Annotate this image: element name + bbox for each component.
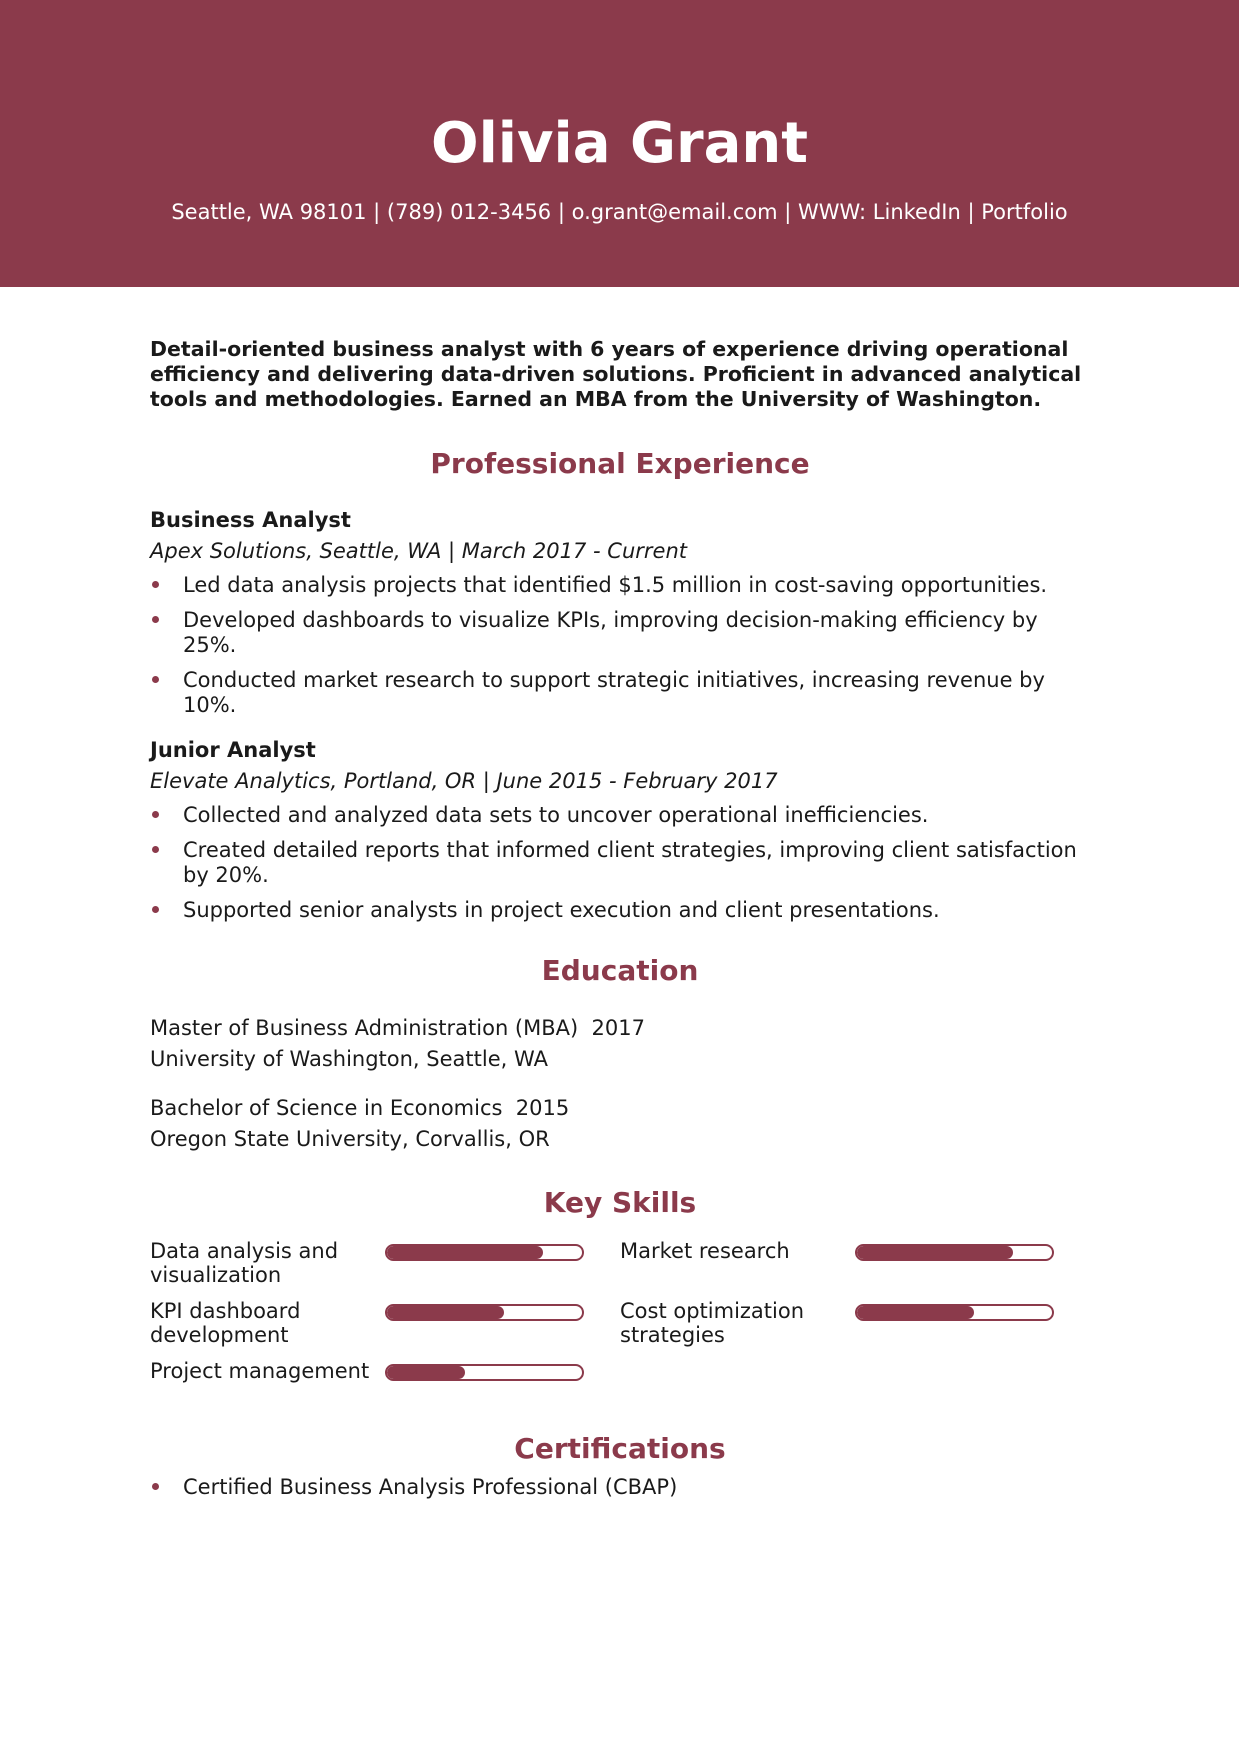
skill-level-bar xyxy=(855,1244,1054,1261)
list-item: Supported senior analysts in project execution and client presentations. xyxy=(150,898,1090,923)
header-banner xyxy=(0,0,1239,287)
degree: Master of Business Administration (MBA) 2017 xyxy=(150,1016,645,1040)
certifications-heading: Certifications xyxy=(514,1432,726,1465)
bullet-dot-icon xyxy=(152,811,159,818)
contact-line: Seattle, WA 98101 | (789) 012-3456 | o.grant@email.com | WWW: LinkedIn | Portfolio xyxy=(171,200,1068,224)
bullet-dot-icon xyxy=(152,676,159,683)
resume-body xyxy=(150,287,1090,1510)
degree: Bachelor of Science in Economics 2015 xyxy=(150,1096,570,1120)
certification-list xyxy=(150,1475,1090,1500)
job-bullets xyxy=(150,803,1090,923)
job-entry xyxy=(150,506,1090,718)
list-item: Led data analysis projects that identified $1.5 million in cost-saving opportunities. xyxy=(150,573,1090,598)
school: University of Washington, Seattle, WA xyxy=(150,1047,548,1071)
bullet-dot-icon xyxy=(152,616,159,623)
skill-name: Cost optimization strategies xyxy=(620,1299,805,1347)
skill-level-fill xyxy=(387,1366,465,1379)
bullet-dot-icon xyxy=(152,581,159,588)
job-entry xyxy=(150,736,1090,923)
skill-level-fill xyxy=(387,1306,504,1319)
skill-item xyxy=(150,1359,620,1383)
skill-level-fill xyxy=(387,1246,543,1259)
job-title: Junior Analyst xyxy=(150,738,316,762)
candidate-name: Olivia Grant xyxy=(431,111,808,176)
skill-level-fill xyxy=(857,1306,974,1319)
skill-level-bar xyxy=(385,1364,584,1381)
skill-name: Data analysis and visualization xyxy=(150,1239,339,1287)
skill-name: Project management xyxy=(150,1359,370,1383)
job-meta: Apex Solutions, Seattle, WA | March 2017 - Current xyxy=(150,539,687,563)
skills-heading: Key Skills xyxy=(543,1186,697,1219)
education-entry xyxy=(150,1093,1090,1155)
skill-level-fill xyxy=(857,1246,1013,1259)
list-item: Developed dashboards to visualize KPIs, improving decision-making efficiency by 25%. xyxy=(150,608,1090,658)
experience-heading: Professional Experience xyxy=(430,447,810,480)
bullet-dot-icon xyxy=(152,846,159,853)
list-item: Certified Business Analysis Professional (CBAP) xyxy=(150,1475,1090,1500)
skill-level-bar xyxy=(385,1244,584,1261)
list-item: Conducted market research to support strategic initiatives, increasing revenue by 10%. xyxy=(150,668,1090,718)
job-bullets xyxy=(150,573,1090,718)
skill-name: KPI dashboard development xyxy=(150,1299,301,1347)
skill-item xyxy=(620,1299,1090,1347)
skill-name: Market research xyxy=(620,1239,790,1263)
skill-item xyxy=(150,1239,620,1287)
skill-item xyxy=(150,1299,620,1347)
list-item: Created detailed reports that informed client strategies, improving client satisfaction by 20%. xyxy=(150,838,1090,888)
summary-text: Detail-oriented business analyst with 6 years of experience driving operational efficiency and delivering data-driven solutions. Proficient in advanced analytical tools and methodologies. Earned an MBA from the University of Washington. xyxy=(150,337,1082,411)
bullet-dot-icon xyxy=(152,1483,159,1490)
job-meta: Elevate Analytics, Portland, OR | June 2015 - February 2017 xyxy=(150,769,778,793)
job-title: Business Analyst xyxy=(150,508,351,532)
skills-grid xyxy=(150,1239,1090,1383)
skill-level-bar xyxy=(855,1304,1054,1321)
skill-level-bar xyxy=(385,1304,584,1321)
education-entry xyxy=(150,1013,1090,1075)
bullet-dot-icon xyxy=(152,906,159,913)
list-item: Collected and analyzed data sets to uncover operational inefficiencies. xyxy=(150,803,1090,828)
education-heading: Education xyxy=(541,954,699,987)
school: Oregon State University, Corvallis, OR xyxy=(150,1127,550,1151)
skill-item xyxy=(620,1239,1090,1287)
